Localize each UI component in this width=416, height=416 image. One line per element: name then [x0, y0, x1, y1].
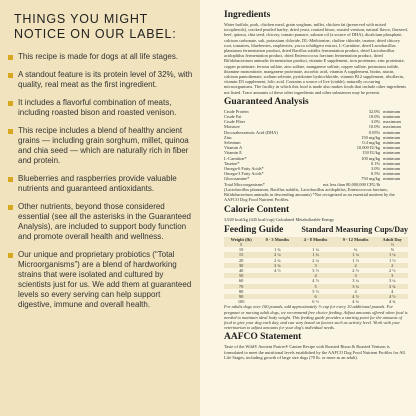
ga-qualifier: minimum [383, 166, 401, 172]
ga-value: 150 IU/kg [362, 150, 381, 156]
bullet-item [8, 52, 194, 62]
bullet-icon [8, 101, 13, 106]
feeding-cell: 3 ¾ [258, 263, 296, 268]
bullet-item [8, 98, 194, 118]
ga-value: not less than 80,000,000 CFU/lb [323, 181, 381, 187]
feeding-cell: 2 [335, 263, 377, 268]
feeding-cell: 1 ½ [352, 257, 359, 263]
ga-qualifier: minimum [383, 108, 401, 114]
feeding-cell: 3 ¾ [335, 284, 377, 289]
ga-qualifier: minimum [383, 129, 401, 135]
feeding-cell: 3 ½ [312, 267, 319, 273]
feeding-cell: 40 [238, 267, 244, 273]
bullet-icon [8, 205, 13, 210]
bullet-icon [8, 177, 13, 182]
bullet-text: Our unique and proprietary probiotics (“Total Microorganisms”) are a blend of hardworking strains that were isolated and cultured by scientists just for us. We add them at guaranteed levels so every serving can help support digestive, immune and overall health. [18, 250, 192, 309]
feeding-cell: 4 ½ [274, 267, 281, 273]
ga-value: 0.1% [370, 160, 381, 166]
feeding-header-cell: 0 - 3 Months [258, 237, 296, 242]
feeding-header-cell: 4 - 8 Months [296, 237, 334, 242]
ga-value: 100 mg/kg [361, 155, 381, 161]
ga-nutrient: Vitamin E [224, 150, 242, 156]
ga-value: 10,000 IU/kg [356, 145, 381, 151]
feeding-cell: 4 [391, 288, 394, 294]
feeding-cell: 2 ¼ [258, 252, 296, 257]
ga-nutrient: Crude Fiber [224, 119, 246, 125]
feeding-cell: 80 [238, 288, 244, 294]
title-line-1: THINGS YOU MIGHT [14, 12, 149, 26]
ga-value: 3.0% [370, 166, 381, 172]
feeding-table [224, 237, 408, 305]
ga-value: 18.0% [368, 114, 381, 120]
feeding-heading [224, 222, 408, 237]
ga-value: 32.0% [368, 108, 381, 114]
feeding-cell: ½ [376, 242, 408, 247]
ga-value: 150 mg/kg [361, 134, 381, 140]
ga-nutrient: Omega-6 Fatty Acids* [224, 166, 264, 172]
bullet-item [8, 174, 194, 194]
feeding-note: For adults dogs over 100 pounds, add approximately ½ cup for every 10 additional pounds. For pregnant or nursing adult dogs, we recommend free choice feeding. Adjust amounts offered when food is needed to maintain ideal body weight. This feeding guide provides a starting point for the amounts of food to give your dog each day, and can vary based on factors such as activity level. Work with your veterinarian to adjust amounts for your dog's individual needs. [224, 304, 408, 331]
feeding-cell: 30 [224, 263, 258, 268]
feeding-cell: 1 ¼ [335, 252, 377, 257]
ga-qualifier: minimum [383, 150, 401, 156]
ga-note: (Lactobacillus plantarum, Bacillus subtilis, Lactobacillus acidophilus, Enterococcus faecium, Bifidobacterium animalis in descending amounts) *Not recognized as an essential nutrient by the AAFCO Dog Food Nutrient Profiles. [224, 186, 395, 203]
feeding-cell: 3 ¼ [388, 278, 396, 284]
feeding-cell: 6 [296, 294, 334, 299]
ga-nutrient: Zinc [224, 134, 233, 140]
bullet-icon [8, 55, 13, 60]
feeding-cell: 3 [376, 273, 408, 278]
ga-nutrient: Total Microorganisms* [224, 181, 265, 187]
feeding-cell: 1 ¾ [274, 247, 281, 253]
bullet-item [8, 250, 194, 310]
feeding-cell: 4 ½ [335, 294, 377, 299]
feeding-cell: 4 ¾ [388, 299, 396, 305]
ga-qualifier: minimum [383, 114, 401, 120]
feeding-cell: 5 ½ [312, 288, 319, 294]
bullet-text: Blueberries and raspberries provide valuable nutrients and guaranteed antioxidants. [18, 174, 177, 193]
feeding-cell: 4 ½ [312, 278, 319, 284]
ga-nutrient: Selenium [224, 140, 241, 146]
bullet-text: It includes a flavorful combination of meats, including roasted bison and roasted venison. [18, 98, 177, 117]
bullet-text: This recipe is made for dogs at all life stages. [18, 52, 179, 61]
ga-value: 750 mg/kg [361, 176, 381, 182]
label-notes-panel [0, 0, 200, 416]
ga-qualifier: maximum [383, 124, 401, 130]
feeding-cell: 2 ½ [352, 267, 359, 273]
ga-nutrient: Docosahexaenoic Acid (DHA) [224, 129, 278, 135]
feeding-cell: 3 ¼ [352, 278, 359, 284]
bullet-text: A standout feature is its protein level of 32%, with quality, real meat as the first ingredient. [18, 70, 193, 89]
ga-qualifier: minimum [383, 140, 401, 146]
feeding-cell: 3 [335, 273, 377, 278]
label-notes-title [14, 12, 194, 42]
feeding-cell: 20 [238, 257, 244, 263]
bullet-text: This recipe includes a blend of healthy ancient grains — including grain sorghum, millet, quinoa and chia seed — which are naturally rich in fiber and protein. [18, 126, 189, 165]
aafco-title: AAFCO Statement [224, 332, 302, 343]
bullet-item [8, 70, 194, 90]
feeding-cell: 3 [296, 263, 334, 268]
bullet-icon [8, 253, 13, 258]
ga-qualifier: minimum [383, 134, 401, 140]
feeding-subtitle: Standard Measuring Cups/Day [301, 224, 408, 234]
ga-value: 3.0% [370, 119, 381, 125]
bullet-icon [8, 73, 13, 78]
feeding-cell: ¾ [353, 247, 358, 253]
feeding-cell: 5 [296, 284, 334, 289]
ga-nutrient: L-Carnitine* [224, 155, 247, 161]
ga-nutrient: Omega-3 Fatty Acids* [224, 171, 264, 177]
bullet-item [8, 202, 194, 242]
feeding-cell: 100 [237, 299, 245, 305]
feeding-cell: 2 [376, 263, 408, 268]
ga-qualifier: maximum [383, 119, 401, 125]
ga-qualifier: minimum [383, 160, 401, 166]
feeding-cell: 2 ¼ [312, 257, 319, 263]
feeding-cell: 60 [238, 278, 244, 284]
ingredients-title: Ingredients [224, 10, 271, 20]
ga-nutrient: Taurine* [224, 160, 240, 166]
feeding-cell: 5 [224, 242, 258, 247]
feeding-cell: 3 ¾ [376, 284, 408, 289]
title-line-2: NOTICE ON OUR LABEL: [14, 27, 177, 41]
feeding-cell: 1 ½ [388, 257, 396, 263]
feeding-cell: 4 [296, 273, 334, 278]
nutrition-label-panel [200, 0, 416, 416]
bullet-text: Other nutrients, beyond those considered essential (see all the asterisks in the Guaranteed Analysis), are included to support body function and promote overall health and wellness. [18, 202, 191, 241]
feeding-cell: 70 [224, 284, 258, 289]
feeding-cell: 6 ½ [312, 299, 319, 305]
feeding-cell: 1 ¼ [376, 252, 408, 257]
bullet-icon [8, 129, 13, 134]
feeding-cell: 10 [238, 247, 244, 253]
feeding-title: Feeding Guide [224, 224, 284, 235]
feeding-cell: 50 [224, 273, 258, 278]
bullet-item [8, 126, 194, 166]
calorie-title: Calorie Content [224, 204, 290, 215]
feeding-cell: 4 ½ [376, 294, 408, 299]
calorie-text: 3,920 kcal/kg (445 kcal/cup) Calculated Metabolizable Energy [224, 216, 335, 222]
ga-qualifier: minimum [383, 171, 401, 177]
ga-qualifier: minimum [383, 145, 401, 151]
ingredients-text: Water buffalo, pork, chicken meal, grain sorghum, millet, chicken fat (preserved with mixed tocopherols), cracked pearled barley, dried yeast, roasted bison, roasted venison, natural flavor, flaxseed, beef, quinoa, chia seed, chicory, tomato pomace, salmon oil (a source of DHA), dicalcium phosphate, calcium carbonate, salt, potassium chloride, DL-Methionine, choline chloride, taurine, dried chicory root, tomatoes, blueberries, raspberries, yucca schidigera extract, L-Carnitine, dried Lactobacillus plantarum fermentation product, dried Bacillus subtilis fermentation product, dried Lactobacillus acidophilus fermentation product, dried Enterococcus faecium fermentation product, dried Bifidobacterium animalis fermentation product, vitamin E supplement, iron proteinate, zinc proteinate, copper proteinate, ferrous sulfate, zinc sulfate, manganese sulfate, copper sulfate, potassium iodide, thiamine mononitrate, manganese proteinate, ascorbic acid, vitamin A supplement, biotin, niacin, calcium pantothenate, sodium selenite, pyridoxine hydrochloride, vitamin B12 supplement, riboflavin, vitamin D3 supplement, folic acid. Contains a source of live (viable), naturally occurring microorganisms. The facility in which this food is made also makes foods that include other ingredients not listed. Trace amounts of these other ingredients and other substances may be present. [224, 22, 408, 95]
ga-qualifier: minimum [383, 176, 401, 182]
feeding-cell: 90 [224, 294, 258, 299]
ga-nutrient: Moisture [224, 124, 240, 130]
feeding-cell: 4 ¾ [352, 299, 359, 305]
guaranteed-analysis-title: Guaranteed Analysis [224, 96, 309, 107]
feeding-cell: ⅞ [390, 247, 394, 253]
feeding-header-cell: Adult Day [376, 237, 408, 242]
feeding-header-cell: Weight (lb) [224, 237, 258, 242]
ga-qualifier: minimum [383, 155, 401, 161]
feeding-cell: 2 ¾ [274, 257, 281, 263]
feeding-cell: 1 ¼ [312, 247, 319, 253]
ga-value: 0.05% [368, 129, 381, 135]
ga-nutrient: Crude Protein [224, 108, 249, 114]
ga-value: 10.0% [368, 124, 381, 130]
aafco-text: Taste of the Wild® Ancient Prairie® Canine Recipe with Roasted Bison & Roasted Venison is formulated to meet the nutritional levels established by the AAFCO Dog Food Nutrient Profiles for All Life Stages, including growth of large size dogs (70 lb. or more as an adult). [224, 344, 405, 360]
ga-value: 0.4 mg/kg [362, 140, 381, 146]
feeding-cell: 15 [224, 252, 258, 257]
feeding-cell: 2 ½ [388, 267, 396, 273]
ga-nutrient: Glucosamine* [224, 176, 250, 182]
feeding-cell: 1 ¾ [296, 252, 334, 257]
ga-nutrient: Crude Fat [224, 114, 242, 120]
ga-value: 0.5% [370, 171, 381, 177]
guaranteed-analysis-table [224, 109, 408, 187]
feeding-cell: 4 [354, 288, 357, 294]
feeding-header-cell: 9 - 12 Months [335, 237, 377, 242]
ga-nutrient: Vitamin A [224, 145, 243, 151]
